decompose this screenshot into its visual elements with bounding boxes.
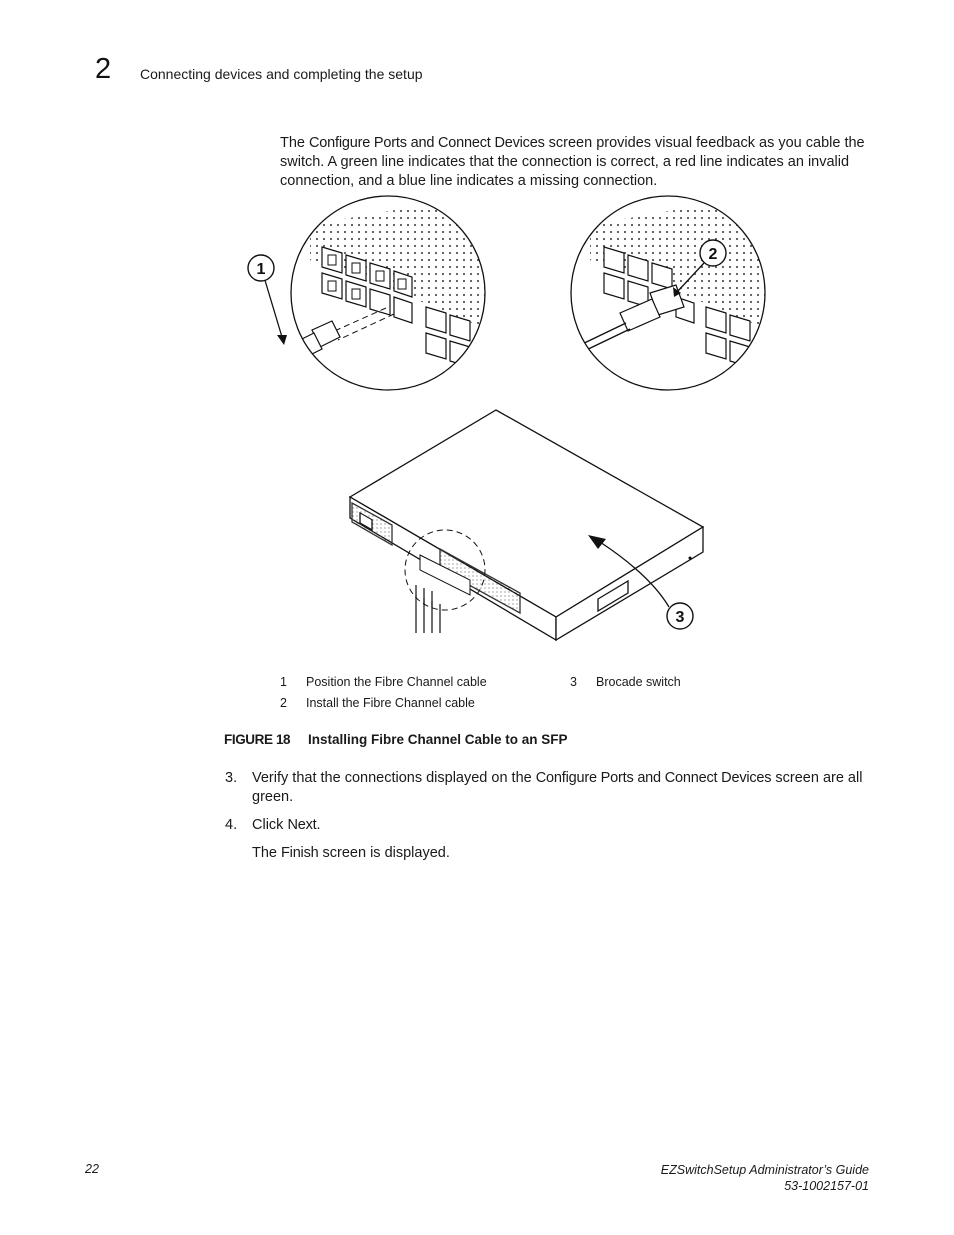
- callout-3: 3: [675, 609, 685, 626]
- result-ui-term: Finish: [281, 845, 319, 861]
- legend-item: [280, 695, 475, 711]
- step-number: 3.: [225, 770, 238, 786]
- legend-text: Install the Fibre Channel cable: [306, 696, 475, 710]
- legend-num: 3: [570, 675, 577, 689]
- brocade-switch-illustration: [350, 410, 703, 640]
- footer-doc-info: [661, 1162, 869, 1194]
- step-text-pre: Verify that the connections displayed on the: [252, 770, 536, 786]
- step-ui-term: Configure Ports and Connect Devices: [535, 770, 772, 786]
- zoom-circle-position-cable: [260, 195, 500, 390]
- figure-caption: [224, 731, 568, 749]
- doc-number: 53-1002157-01: [784, 1179, 869, 1193]
- legend-num: 1: [280, 675, 287, 689]
- figure-caption-text: Installing Fibre Channel Cable to an SFP: [308, 732, 568, 747]
- callout-2: 2: [708, 246, 718, 263]
- intro-pre: The: [280, 135, 310, 151]
- step-number: 4.: [225, 817, 238, 833]
- intro-paragraph: [280, 134, 870, 191]
- step-text-pre: Click: [252, 817, 288, 833]
- page-number: 22: [85, 1162, 99, 1176]
- step-ui-term: Next: [287, 817, 317, 833]
- chapter-title: Connecting devices and completing the setup: [140, 66, 423, 82]
- step-text-post: .: [316, 817, 321, 833]
- guide-title: EZSwitchSetup Administrator’s Guide: [660, 1163, 869, 1177]
- intro-ui-term: Configure Ports and Connect Devices: [309, 135, 545, 151]
- legend-num: 2: [280, 696, 287, 710]
- step-4: [225, 816, 870, 836]
- result-pre: The: [252, 845, 282, 861]
- legend-item: [280, 674, 487, 690]
- result-post: screen is displayed.: [318, 845, 450, 861]
- step-3: [225, 769, 870, 809]
- legend-text: Brocade switch: [596, 675, 681, 689]
- callout-1: 1: [256, 261, 266, 278]
- legend-text: Position the Fibre Channel cable: [306, 675, 487, 689]
- figure-illustration: [0, 195, 954, 655]
- intro-post: screen provides visual feedback as you cable the switch. A green line indicates that the connection is correct, a red line indicates an invalid connection, and a blue line indicates a missing connection.: [280, 135, 865, 189]
- figure-caption-label: FIGURE 18: [224, 732, 291, 747]
- step-text-post: screen are all green.: [252, 770, 863, 805]
- step-result: [252, 844, 450, 863]
- legend-item: [570, 674, 681, 690]
- step-text: [252, 816, 870, 835]
- chapter-number: 2: [95, 53, 112, 85]
- step-text: [252, 769, 870, 807]
